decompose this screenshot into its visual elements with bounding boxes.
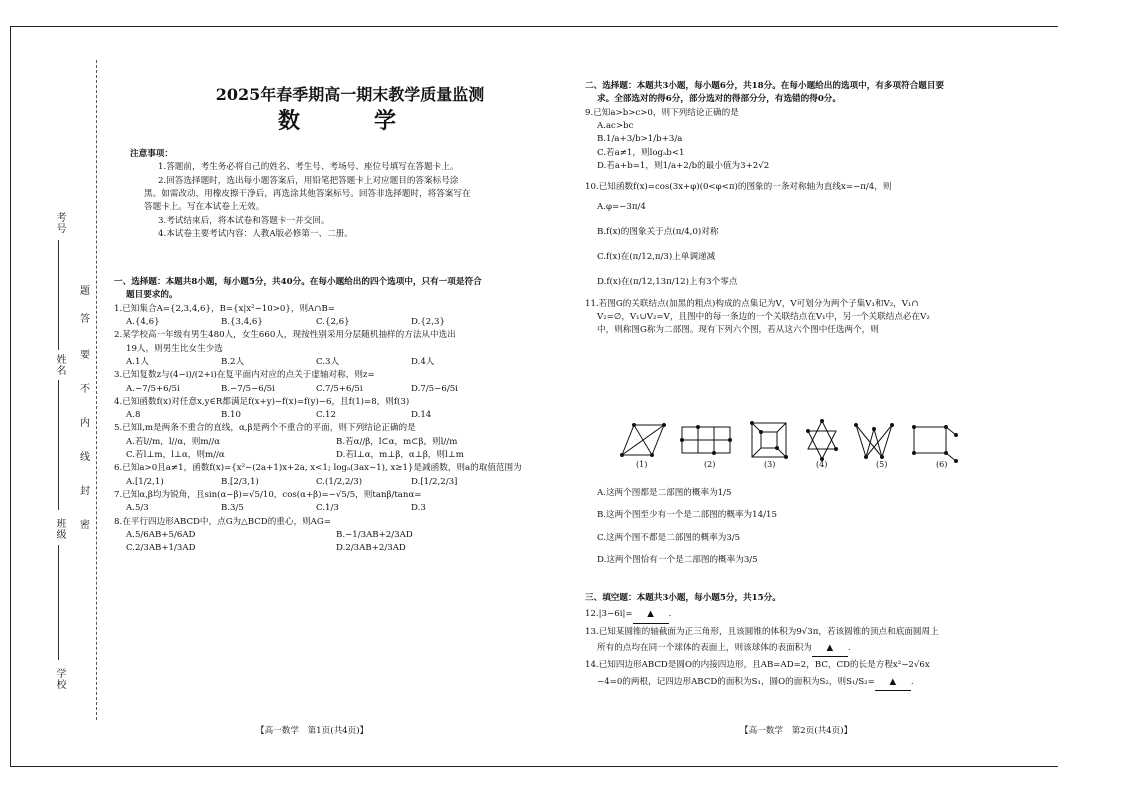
label-banji: 班级 xyxy=(54,518,65,540)
option: A.这两个图都是二部图的概率为1/5 xyxy=(597,488,732,498)
option: A.−7/5+6/5i xyxy=(126,383,180,394)
option: C.1/3 xyxy=(316,503,339,514)
graph-label: (1) xyxy=(636,460,648,469)
options-q5 xyxy=(114,436,559,449)
option: A.ac>bc xyxy=(597,120,634,131)
option: C.2/3AB+1/3AD xyxy=(126,543,196,554)
option: C.7/5+6/5i xyxy=(316,383,363,394)
label-xingming: 姓名 xyxy=(54,354,65,376)
options-q8 xyxy=(114,542,559,555)
option: D.14 xyxy=(411,410,432,421)
exam-title: 2025年春季期高一期末教学质量监测 xyxy=(215,85,485,104)
option: C.12 xyxy=(316,410,336,421)
footer-right: 【高一数学 第2页(共4页)】 xyxy=(740,726,853,736)
graph-label: (6) xyxy=(936,460,948,469)
section1-heading: 题目要求的。 xyxy=(126,290,178,301)
question-13: 13.已知某圆锥的轴截面为正三角形，且该圆锥的体积为9√3π，若该圆锥的顶点和底面圆周上 xyxy=(585,626,939,637)
option: C.(1/2,2/3) xyxy=(316,476,363,487)
section2-heading: 求。全部选对的得6分，部分选对的得部分分，有选错的得0分。 xyxy=(597,94,841,105)
option: B.[2/3,1) xyxy=(221,476,259,487)
option: A.[1/2,1) xyxy=(126,476,164,487)
question-2-cont: 19人，则男生比女生少选 xyxy=(126,343,223,354)
option: C.f(x)在(π/12,π/3)上单调递减 xyxy=(597,252,716,263)
notice-line: 4.本试卷主要考试内容：人教A版必修第一、二册。 xyxy=(158,228,353,239)
option: D.若l⊥α，m⊥β，α⊥β，则l⊥m xyxy=(336,450,464,461)
graph-label: (3) xyxy=(764,460,776,469)
question-9: 9.已知a>b>c>0，则下列结论正确的是 xyxy=(585,107,739,118)
question-12: 12.|3−6i|= xyxy=(585,609,633,620)
option: B.2人 xyxy=(221,356,245,367)
notice-line: 黑。如需改动，用橡皮擦干净后，再选涂其他答案标号。回答非选择题时，将答案写在 xyxy=(144,188,471,199)
question-13-cont: 所有的点均在同一个球体的表面上，则该球体的表面积为 xyxy=(597,642,812,653)
question-11: 11.若图G的关联结点(加黑的粗点)构成的点集记为V，V可划分为两个子集V₁和V₂，V₁∩ xyxy=(585,298,919,309)
option: D.7/5−6/5i xyxy=(411,383,458,394)
option: B.1/a+3/b>1/b+3/a xyxy=(597,134,683,145)
q11-options xyxy=(597,482,1047,571)
notice-line: 1.答题前，考生务必将自己的姓名、考生号、考场号、座位号填写在答题卡上。 xyxy=(158,162,459,173)
answer-blank[interactable]: ▲ xyxy=(875,674,911,691)
option: A.{4,6} xyxy=(126,316,160,327)
options-q3 xyxy=(114,383,559,396)
options-q4 xyxy=(114,409,559,422)
option: C.这两个图不都是二部图的概率为3/5 xyxy=(597,532,741,543)
page-border-top xyxy=(10,26,1058,27)
option: B.3/5 xyxy=(221,503,244,514)
option: A.5/6AB+5/6AD xyxy=(126,529,196,540)
graph-figures xyxy=(612,415,972,473)
section2-heading: 二、选择题：本题共3小题，每小题6分，共18分。在每小题给出的选项中，有多项符合题目要 xyxy=(585,81,945,91)
option: D.{2,3} xyxy=(411,316,445,327)
option: A.8 xyxy=(126,410,141,421)
question-14-cont: −4=0的两根，记四边形ABCD的面积为S₁，圆O的面积为S₂，则S₁/S₂= xyxy=(597,676,875,687)
question-11-cont: V₂=∅，V₁∪V₂=V，且图中的每一条边的一个关联结点在V₁中，另一个关联结点必在V₂ xyxy=(597,312,930,323)
option: D.这两个图恰有一个是二部图的概率为3/5 xyxy=(597,555,758,566)
option: A.若l//m，l//α，则m//α xyxy=(126,436,221,447)
question-4: 4.已知函数f(x)对任意x,y∈R都满足f(x+y)−f(x)=f(y)−6，且f(1)=8，则f(3) xyxy=(114,396,410,407)
option: A.1人 xyxy=(126,356,149,367)
line-xingming xyxy=(58,380,59,510)
option: B.{3,4,6} xyxy=(221,316,263,327)
seal-char: 要 xyxy=(80,350,90,361)
options-q1 xyxy=(114,316,559,329)
footer-left: 【高一数学 第1页(共4页)】 xyxy=(256,726,369,736)
option: D.2/3AB+2/3AD xyxy=(336,543,406,554)
seal-dashed-line xyxy=(96,60,97,720)
option: A.5/3 xyxy=(126,503,149,514)
seal-char: 线 xyxy=(80,452,90,463)
options-q5 xyxy=(114,449,559,462)
section1-heading: 一、选择题：本题共8小题，每小题5分，共40分。在每小题给出的四个选项中，只有一项是符合 xyxy=(114,277,482,287)
option: D.4人 xyxy=(411,356,435,367)
options-q7 xyxy=(114,502,559,515)
answer-blank[interactable]: ▲ xyxy=(633,606,669,623)
options-q6 xyxy=(114,476,559,489)
question-7: 7.已知α,β均为锐角，且sin(α−β)=√5/10，cos(α+β)=−√5/5，则tanβ/tanα= xyxy=(114,490,422,500)
option: A.φ=−3π/4 xyxy=(597,201,646,212)
option: C.若l⊥m，l⊥α，则m//α xyxy=(126,450,225,461)
seal-char: 内 xyxy=(80,418,90,429)
question-5: 5.已知l,m是两条不重合的直线，α,β是两个不重合的平面，则下列结论正确的是 xyxy=(114,423,416,434)
notice-heading: 注意事项： xyxy=(130,149,173,159)
options-q2 xyxy=(114,356,559,369)
option: D.[1/2,2/3] xyxy=(411,476,458,487)
option: C.若a≠1，则logₐb<1 xyxy=(597,147,685,158)
question-2: 2.某学校高一年级有男生480人，女生660人，现按性别采用分层随机抽样的方法从中选出 xyxy=(114,330,456,341)
question-1: 1.已知集合A={2,3,4,6}，B={x|x²−10>0}，则A∩B= xyxy=(114,303,335,314)
notice-line: 3.考试结束后，将本试卷和答题卡一并交回。 xyxy=(158,215,330,226)
question-11-cont: 中，则称图G称为二部图。现有下列六个图，若从这六个图中任选两个，则 xyxy=(597,325,879,336)
graph-label: (4) xyxy=(816,460,828,469)
question-10: 10.已知函数f(x)=cos(3x+φ)(0<φ<π)的图象的一条对称轴为直线x=−π/4，则 xyxy=(585,182,892,193)
seal-char: 答 xyxy=(80,314,90,325)
answer-blank[interactable]: ▲ xyxy=(812,640,848,657)
graph-label: (5) xyxy=(876,460,888,469)
question-8: 8.在平行四边形ABCD中，点G为△BCD的重心，则AG= xyxy=(114,516,331,527)
seal-char: 不 xyxy=(80,384,90,395)
option: B.这两个图至少有一个是二部图的概率为14/15 xyxy=(597,510,777,521)
option: C.3人 xyxy=(316,356,340,367)
option: C.{2,6} xyxy=(316,316,350,327)
line-banji xyxy=(58,545,59,660)
section3-heading: 三、填空题：本题共3小题，每小题5分，共15分。 xyxy=(585,593,781,603)
option: D.若a+b=1，则1/a+2/b的最小值为3+2√2 xyxy=(597,160,770,171)
question-3: 3.已知复数z与(4−i)/(2+i)在复平面内对应的点关于虚轴对称，则z= xyxy=(114,370,375,381)
option: B.若α//β，l⊂α，m⊂β，则l//m xyxy=(336,436,458,447)
option: D.f(x)在(π/12,13π/12)上有3个零点 xyxy=(597,277,738,288)
option: B.10 xyxy=(221,410,241,421)
exam-subject: 数 学 xyxy=(277,108,422,134)
option: B.−7/5−6/5i xyxy=(221,383,275,394)
option: D.3 xyxy=(411,503,426,514)
notice-line: 2.回答选择题时，选出每小题答案后，用铅笔把答题卡上对应题目的答案标号涂 xyxy=(158,175,459,186)
page-border-left xyxy=(10,26,11,766)
question-14: 14.已知四边形ABCD是圆O的内接四边形，且AB=AD=2，BC，CD的长是方程x²−2√6x xyxy=(585,660,930,671)
notice-block xyxy=(130,148,560,241)
seal-char: 题 xyxy=(80,286,90,297)
seal-char: 封 xyxy=(80,486,90,497)
notice-line: 答题卡上。写在本试卷上无效。 xyxy=(144,202,265,213)
line-kaohao xyxy=(58,240,59,350)
option: B.f(x)的图象关于点(π/4,0)对称 xyxy=(597,226,719,237)
section1 xyxy=(114,276,559,556)
graph-label: (2) xyxy=(704,460,716,469)
label-xuexiao: 学校 xyxy=(54,668,65,690)
page-border-bottom xyxy=(10,766,1058,767)
seal-char: 密 xyxy=(80,520,90,531)
options-q8 xyxy=(114,529,559,542)
label-kaohao: 考号 xyxy=(54,212,65,234)
section2 xyxy=(585,80,1055,338)
section3: 三、填空题：本题共3小题，每小题5分，共15分。 12.|3−6i|= ▲ . 13.已知某圆锥的轴截面为正三角形，且该圆锥的体积为9√3π，若该圆锥的顶点和底面圆周上 所有的点均在同一个球体的表面上，则该球体的表面积为 ▲ . 14.已知四边形ABCD是圆O的内接四边形，且AB=AD=2，BC，CD的长是方程x²−2√6x −4=0的两根，记四边形ABCD的面积为S₁，圆O的面积为S₂，则S₁/S₂= ▲ . xyxy=(585,590,1055,691)
question-6: 6.已知a>0且a≠1，函数f(x)={x²−(2a+1)x+2a, x<1; logₐ(3ax−1), x≥1}是减函数，则a的取值范围为 xyxy=(114,463,522,474)
option: B.−1/3AB+2/3AD xyxy=(336,529,413,540)
